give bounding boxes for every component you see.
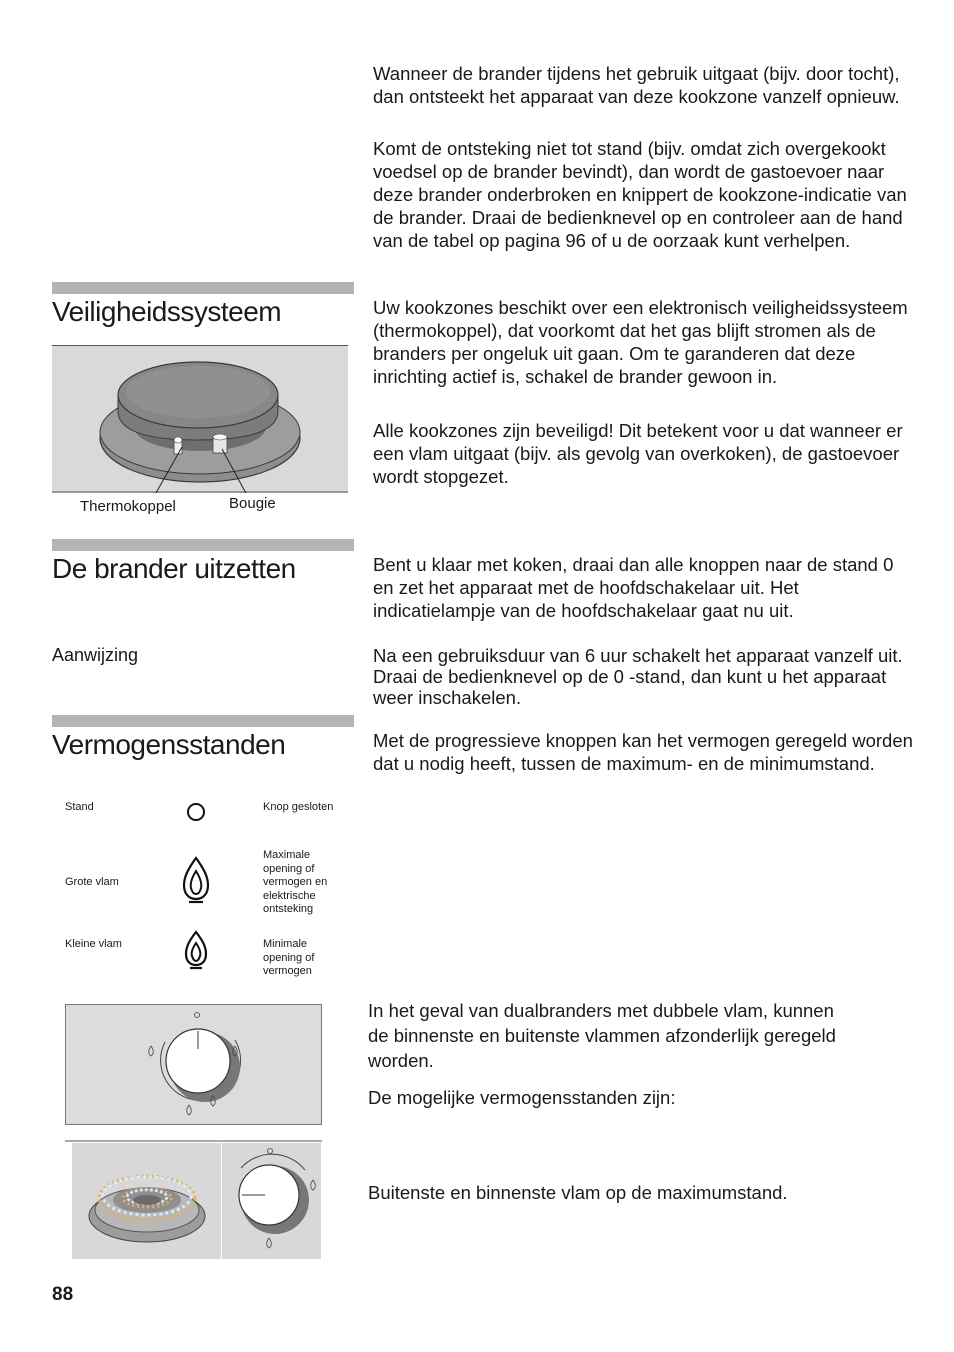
- section-bar-safety: [52, 282, 354, 294]
- knob-illustration: [65, 1004, 322, 1125]
- note-text: Na een gebruiksduur van 6 uur schakelt het apparaat vanzelf uit. Draai de bedienknevel op de 0 -stand, dan kunt u het apparaat weer inschakelen.: [373, 645, 903, 708]
- section-bar-off: [52, 539, 354, 551]
- heading-power: Vermogensstanden: [52, 729, 286, 760]
- power-paragraph-1: Met de progressieve knoppen kan het vermogen geregeld worden dat u nodig heeft, tussen de maximum- en de minimumstand.: [373, 730, 913, 774]
- dual-burner-svg: [65, 1140, 322, 1260]
- label-thermokoppel: Thermokoppel: [80, 498, 176, 515]
- table-row-3-label: Kleine vlam: [65, 938, 122, 950]
- dual-paragraph-1: In het geval van dualbranders met dubbele vlam, kunnen de binnenste en buitenste vlammen afzonderlijk geregeld worden.: [368, 1000, 836, 1071]
- off-paragraph-1: Bent u klaar met koken, draai dan alle knoppen naar de stand 0 en zet het apparaat met de hoofdschakelaar uit. Het indicatielampje van de hoofdschakelaar gaat nu uit.: [373, 554, 894, 621]
- table-row-2-desc: Maximale opening of vermogen en elektrische ontsteking: [263, 849, 328, 915]
- table-row-2-label: Grote vlam: [65, 876, 119, 888]
- dual-paragraph-2: De mogelijke vermogensstanden zijn:: [368, 1087, 676, 1108]
- section-bar-power: [52, 715, 354, 727]
- heading-off: De brander uitzetten: [52, 553, 296, 584]
- dual-burner-illustration: [65, 1140, 322, 1260]
- table-row-1-desc: Knop gesloten: [263, 801, 334, 813]
- note-label: Aanwijzing: [52, 645, 139, 665]
- knob-closed-icon: [184, 801, 208, 825]
- dual-paragraph-3: Buitenste en binnenste vlam op de maximumstand.: [368, 1182, 788, 1203]
- heading-safety: Veiligheidssysteem: [52, 296, 282, 327]
- burner-svg: [52, 345, 348, 493]
- knob-svg: [65, 1004, 322, 1125]
- intro-paragraph-2: Komt de ontsteking niet tot stand (bijv. omdat zich overgekookt voedsel op de brander bevindt), dan wordt de gastoevoer naar deze brander onderbroken en knippert de kookzone-indicatie van de brander. Draai de bedienknevel op en controleer aan de hand van de tabel op pagina 96 of u de oorzaak kunt verhelpen.: [373, 138, 907, 251]
- intro-paragraph-1: Wanneer de brander tijdens het gebruik uitgaat (bijv. door tocht), dan ontsteekt het apparaat van deze kookzone vanzelf opnieuw.: [373, 63, 900, 107]
- page-number: 88: [52, 1284, 74, 1305]
- burner-illustration: [52, 345, 348, 493]
- table-row-1-label: Stand: [65, 801, 94, 813]
- safety-paragraph-2: Alle kookzones zijn beveiligd! Dit betekent voor u dat wanneer er een vlam uitgaat (bijv. als gevolg van overkoken), de gastoevoer wordt stopgezet.: [373, 420, 903, 487]
- label-bougie: Bougie: [229, 495, 276, 512]
- safety-paragraph-1: Uw kookzones beschikt over een elektronisch veiligheidssysteem (thermokoppel), dat voorkomt dat het gas blijft stromen als de branders per ongeluk uit gaan. Om te garanderen dat deze inrichting actief is, schakel de brander gewoon in.: [373, 297, 908, 387]
- large-flame-icon: [180, 855, 212, 905]
- small-flame-icon: [182, 929, 210, 971]
- table-row-3-desc: Minimale opening of vermogen: [263, 938, 315, 977]
